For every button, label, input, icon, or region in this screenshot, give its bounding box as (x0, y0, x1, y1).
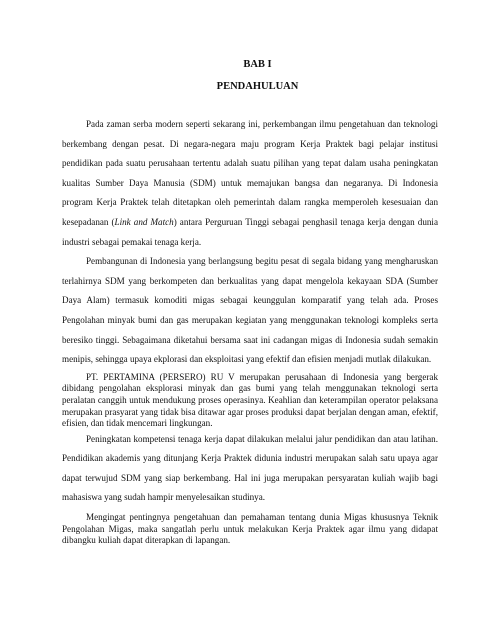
paragraph-1-italic: Link and Match (114, 216, 174, 227)
chapter-heading: BAB I (243, 59, 272, 70)
chapter-title: PENDAHULUAN (216, 81, 299, 92)
paragraph-1 (62, 115, 438, 252)
paragraph-2: Pembangunan di Indonesia yang berlangsung begitu pesat di segala bidang yang mengharuskan terlahirnya SDM yang berkompeten dan berkualitas yang dapat mengelola kekayaan SDA (Sumber Daya Alam) termasuk komoditi migas sebagai keunggulan komparatif yang telah ada. Proses Pengolahan minyak bumi dan gas merupakan kegiatan yang menggunakan teknologi kompleks serta beresiko tinggi. Sebagaimana diketahui bersama saat ini cadangan migas di Indonesia sudah semakin menipis, sehingga upaya ekplorasi dan eksploitasi yang efektif dan efisien menjadi mutlak dilakukan. (62, 256, 438, 365)
document-body (62, 115, 438, 547)
paragraph-1-text-a: Pada zaman serba modern seperti sekarang ini, perkembangan ilmu pengetahuan dan teknologi berkembang dengan pesat. Di negara-negara maju program Kerja Praktek bagi pelajar institusi pendidikan pada suatu perusahaan tertentu adalah suatu pilihan yang tepat dalam usaha peningkatan kualitas Sumber Daya Manusia (SDM) untuk memajukan bangsa dan negaranya. Di Indonesia program Kerja Praktek telah ditetapkan oleh pemerintah dalam rangka memperoleh kesesuaian dan kesepadanan ( (62, 119, 438, 227)
paragraph-5: Mengingat pentingnya pengetahuan dan pemahaman tentang dunia Migas khususnya Teknik Pengolahan Migas, maka sangatlah perlu untuk melakukan Kerja Praktek agar ilmu yang didapat dibangku kuliah dapat diterapkan di lapangan. (62, 512, 438, 546)
paragraph-4: Peningkatan kompetensi tenaga kerja dapat dilakukan melalui jalur pendidikan dan atau latihan. Pendidikan akademis yang ditunjang Kerja Praktek didunia industri merupakan salah satu upaya agar dapat terwujud SDM yang siap berkembang. Hal ini juga merupakan persyaratan kuliah wajib bagi mahasiswa yang sudah hampir menyelesaikan studinya. (62, 433, 438, 503)
paragraph-3: PT. PERTAMINA (PERSERO) RU V merupakan perusahaan di Indonesia yang bergerak dibidang pengolahan eksplorasi minyak dan gas bumi yang telah menggunakan teknologi serta peralatan canggih untuk mendukung proses operasinya. Keahlian dan keterampilan operator pelaksana merupakan prasyarat yang tidak bisa ditawar agar proses produksi dapat berjalan dengan aman, efektif, efisien, dan tidak mencemari lingkungan. (62, 371, 438, 429)
paragraph-1-text-b: ) antara Perguruan Tinggi sebagai penghasil tenaga kerja dengan dunia industri sebagai pemakai tenaga kerja. (62, 216, 438, 247)
